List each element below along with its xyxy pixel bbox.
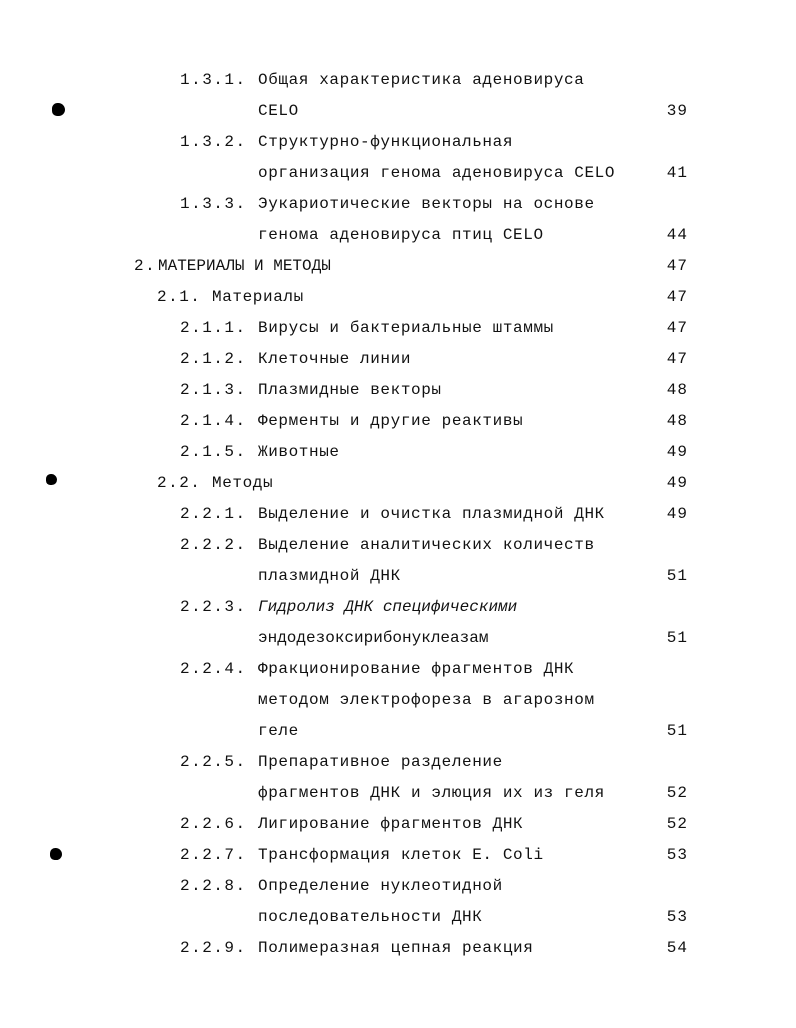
- toc-entry: [0, 407, 796, 435]
- toc-page: 47: [666, 319, 688, 337]
- toc-number: 2.1.3.: [180, 381, 247, 399]
- toc-title: организация генома аденовируса CELO: [258, 164, 616, 182]
- toc-title: CELO: [258, 102, 299, 120]
- toc-title: Эукариотические векторы на основе: [258, 195, 595, 213]
- toc-entry: [0, 345, 796, 373]
- toc-entry: [0, 593, 796, 621]
- toc-title: Определение нуклеотидной: [258, 877, 503, 895]
- toc-title: Полимеразная цепная реакция: [258, 939, 534, 957]
- toc-entry: [0, 500, 796, 528]
- toc-title: Выделение и очистка плазмидной ДНК: [258, 505, 605, 523]
- toc-page: 54: [666, 939, 688, 957]
- toc-number: 2.1.1.: [180, 319, 247, 337]
- toc-entry-continuation: [0, 779, 796, 807]
- toc-title: генома аденовируса птиц CELO: [258, 226, 544, 244]
- toc-page: 47: [666, 350, 688, 368]
- toc-entry: [0, 655, 796, 683]
- toc-title: геле: [258, 722, 299, 740]
- toc-number: 2.2.1.: [180, 505, 247, 523]
- toc-title: методом электрофореза в агарозном: [258, 691, 595, 709]
- toc-number: 2.2.8.: [180, 877, 247, 895]
- toc-subsection: [0, 283, 796, 311]
- toc-page: 47: [666, 288, 688, 306]
- toc-number: 2.1.4.: [180, 412, 247, 430]
- toc-title: Фракционирование фрагментов ДНК: [258, 660, 575, 678]
- toc-subsection: [0, 469, 796, 497]
- toc-title: Препаративное разделение: [258, 753, 503, 771]
- toc-entry-continuation: [0, 686, 796, 714]
- toc-page: 51: [666, 567, 688, 585]
- toc-entry: [0, 841, 796, 869]
- toc-number: 2.2.9.: [180, 939, 247, 957]
- toc-title: Методы: [212, 474, 274, 492]
- toc-page: 44: [666, 226, 688, 244]
- toc-title: Животные: [258, 443, 340, 461]
- toc-page: 49: [666, 505, 688, 523]
- toc-title: Плазмидные векторы: [258, 381, 442, 399]
- toc-entry-continuation: [0, 97, 796, 125]
- toc-number: 2.: [134, 257, 157, 275]
- toc-title: Вирусы и бактериальные штаммы: [258, 319, 554, 337]
- toc-number: 2.1.: [157, 288, 202, 306]
- toc-title: Общая характеристика аденовируса: [258, 71, 585, 89]
- toc-section-heading: [0, 252, 796, 280]
- toc-title: Ферменты и другие реактивы: [258, 412, 524, 430]
- toc-page: 47: [666, 257, 688, 275]
- toc-entry-continuation: [0, 717, 796, 745]
- toc-page: 49: [666, 443, 688, 461]
- toc-page: 39: [666, 102, 688, 120]
- toc-page: 53: [666, 846, 688, 864]
- toc-number: 2.1.5.: [180, 443, 247, 461]
- toc-title: плазмидной ДНК: [258, 567, 401, 585]
- toc-page: 51: [666, 629, 688, 647]
- toc-entry-continuation: [0, 159, 796, 187]
- toc-number: 2.2.4.: [180, 660, 247, 678]
- toc-entry: [0, 190, 796, 218]
- toc-entry: [0, 314, 796, 342]
- toc-title: МАТЕРИАЛЫ И МЕТОДЫ: [158, 257, 331, 275]
- toc-entry: [0, 934, 796, 962]
- toc-number: 1.3.3.: [180, 195, 247, 213]
- toc-page: 41: [666, 164, 688, 182]
- toc-title: Материалы: [212, 288, 304, 306]
- toc-entry: [0, 376, 796, 404]
- toc-number: 2.2.7.: [180, 846, 247, 864]
- toc-page: 51: [666, 722, 688, 740]
- toc-entry: [0, 810, 796, 838]
- toc-entry: [0, 66, 796, 94]
- toc-number: 1.3.2.: [180, 133, 247, 151]
- toc-title: Гидролиз ДНК специфическими: [258, 598, 518, 616]
- toc-number: 2.2.6.: [180, 815, 247, 833]
- toc-number: 2.2.5.: [180, 753, 247, 771]
- toc-page: 48: [666, 381, 688, 399]
- toc-number: 2.2.2.: [180, 536, 247, 554]
- toc-entry-continuation: [0, 562, 796, 590]
- toc-page: 49: [666, 474, 688, 492]
- toc-number: 2.2.3.: [180, 598, 247, 616]
- toc-title: фрагментов ДНК и элюция их из геля: [258, 784, 605, 802]
- toc-number: 2.1.2.: [180, 350, 247, 368]
- toc-title: последовательности ДНК: [258, 908, 483, 926]
- toc-number: 1.3.1.: [180, 71, 247, 89]
- toc-entry-continuation: [0, 624, 796, 652]
- toc-page: 48: [666, 412, 688, 430]
- toc-title: эндодезоксирибонуклеазам: [258, 629, 489, 647]
- toc-page: 53: [666, 908, 688, 926]
- toc-page: 52: [666, 784, 688, 802]
- toc-page: 52: [666, 815, 688, 833]
- toc-entry: [0, 128, 796, 156]
- toc-number: 2.2.: [157, 474, 202, 492]
- toc-title: Трансформация клеток E. Coli: [258, 846, 544, 864]
- toc-entry-continuation: [0, 903, 796, 931]
- toc-title: Структурно-функциональная: [258, 133, 514, 151]
- toc-entry: [0, 531, 796, 559]
- toc-title: Лигирование фрагментов ДНК: [258, 815, 524, 833]
- toc-entry: [0, 438, 796, 466]
- toc-title: Клеточные линии: [258, 350, 412, 368]
- toc-title: Выделение аналитических количеств: [258, 536, 595, 554]
- toc-entry: [0, 872, 796, 900]
- toc-entry: [0, 748, 796, 776]
- toc-entry-continuation: [0, 221, 796, 249]
